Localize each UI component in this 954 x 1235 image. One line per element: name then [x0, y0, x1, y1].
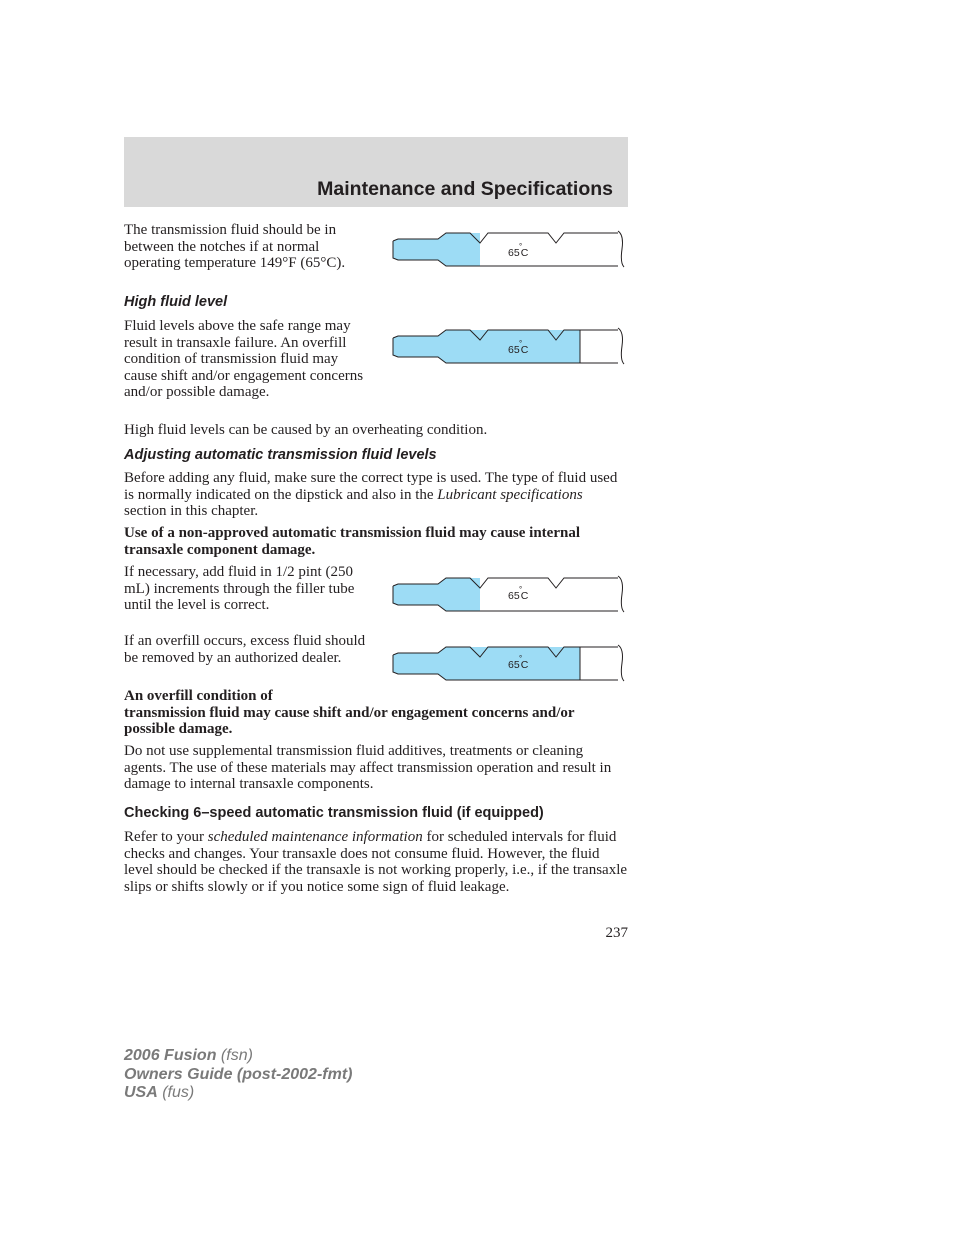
dipstick-break-mark — [618, 231, 624, 267]
paragraph-add-fluid: If necessary, add fluid in 1/2 pint (250 mL) increments through the filler tube until the level is correct. — [124, 564, 355, 613]
temp-label: 65C — [508, 344, 529, 356]
warning-overfill-condition: An overfill condition of transmission fluid may cause shift and/or engagement concerns and/or possible damage. — [124, 688, 575, 737]
heading-checking-6-speed: Checking 6–speed automatic transmission fluid (if equipped) — [124, 805, 544, 821]
dipstick-normal-level-diagram — [390, 229, 630, 273]
paragraph-no-additives: Do not use supplemental transmission fluid additives, treatments or cleaning agents. The use of these materials may affect transmission operation and result in damage to internal transaxle components. — [124, 743, 612, 792]
document-footer: 2006 Fusion (fsn) Owners Guide (post-2002-fmt) USA (fus) — [124, 1047, 353, 1101]
temp-degree: ° — [519, 654, 523, 663]
paragraph-correct-fluid-type: Before adding any fluid, make sure the correct type is used. The type of fluid used is normally indicated on the dipstick and also in the Lubricant specifications section in this chapter. — [124, 470, 618, 519]
temp-label: 65C — [508, 590, 529, 602]
paragraph-normal-level: The transmission fluid should be in between the notches if at normal operating temperature 149°F (65°C). — [124, 222, 346, 271]
dipstick-break-mark — [618, 328, 624, 364]
heading-adjusting-fluid-levels: Adjusting automatic transmission fluid levels — [124, 447, 437, 463]
paragraph-6-speed-check: Refer to your scheduled maintenance information for scheduled intervals for fluid checks and changes. Your transaxle does not consume fluid. However, the fluid level should be checked if the transaxle is not working properly, i.e., if the transaxle slips or shifts slowly or if you notice some sign of fluid leakage. — [124, 829, 628, 895]
temp-degree: ° — [519, 585, 523, 594]
temp-degree: ° — [519, 339, 523, 348]
lubricant-specifications-reference: Lubricant specifications — [437, 486, 583, 503]
dipstick-add-fluid-diagram — [390, 574, 630, 618]
scheduled-maintenance-reference: scheduled maintenance information — [207, 829, 423, 845]
warning-non-approved-fluid: Use of a non-approved automatic transmission fluid may cause internal transaxle component damage. — [124, 525, 580, 558]
header-band — [124, 137, 628, 207]
temp-degree: ° — [519, 242, 523, 251]
temp-label: 65C — [508, 659, 529, 671]
temp-label: 65C — [508, 247, 529, 259]
paragraph-high-fluid: Fluid levels above the safe range may result in transaxle failure. An overfill condition of transmission fluid may cause shift and/or engagement concerns and/or possible damage. — [124, 318, 364, 400]
paragraph-overfill-dealer: If an overfill occurs, excess fluid should be removed by an authorized dealer. — [124, 633, 366, 666]
dipstick-fluid — [393, 233, 480, 266]
page-number: 237 — [605, 925, 628, 941]
dipstick-high-level-diagram — [390, 326, 630, 370]
dipstick-overfill-diagram — [390, 643, 630, 687]
dipstick-break-mark — [618, 645, 624, 681]
dipstick-break-mark — [618, 576, 624, 612]
dipstick-fluid — [393, 578, 480, 611]
heading-high-fluid-level: High fluid level — [124, 294, 228, 310]
section-title: Maintenance and Specifications — [317, 178, 613, 200]
paragraph-overheating: High fluid levels can be caused by an overheating condition. — [124, 422, 488, 438]
